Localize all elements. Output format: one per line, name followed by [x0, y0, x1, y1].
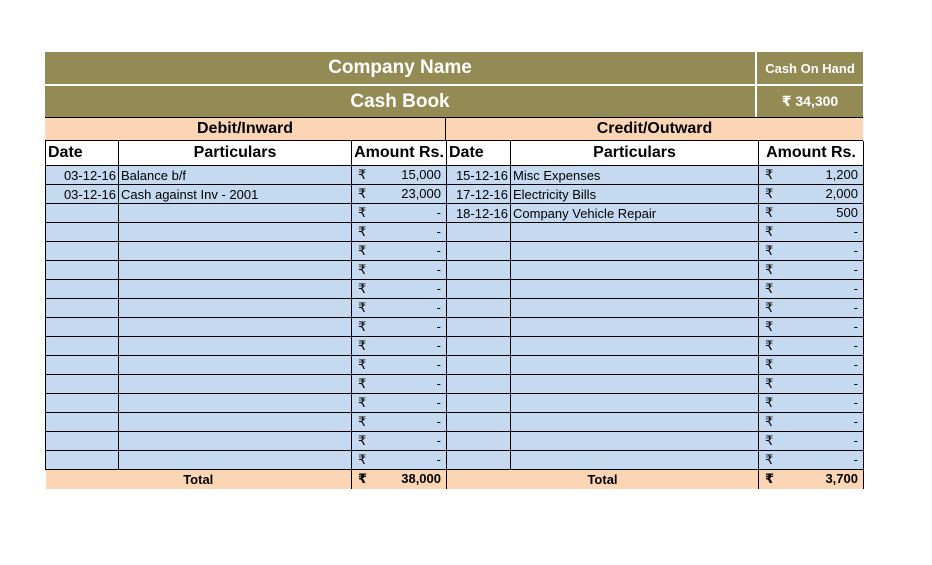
debit-particulars-cell[interactable]: [119, 261, 352, 280]
amount-value: -: [436, 262, 441, 277]
credit-amount-cell[interactable]: [759, 223, 864, 242]
debit-date-cell[interactable]: [46, 356, 119, 375]
debit-particulars-cell[interactable]: Balance b/f: [119, 166, 352, 185]
debit-particulars-cell[interactable]: Cash against Inv - 2001: [119, 185, 352, 204]
amount-value: -: [853, 224, 858, 239]
amount-value: -: [853, 243, 858, 258]
rupee-icon: ₹: [358, 376, 367, 391]
debit-particulars-cell[interactable]: [119, 451, 352, 470]
credit-particulars-header[interactable]: Particulars: [511, 141, 759, 166]
credit-particulars-cell[interactable]: [511, 451, 759, 470]
credit-amount-cell[interactable]: [759, 356, 864, 375]
amount-value: -: [436, 338, 441, 353]
credit-particulars-cell[interactable]: [511, 261, 759, 280]
debit-particulars-cell[interactable]: [119, 280, 352, 299]
amount-value: -: [436, 224, 441, 239]
credit-particulars-cell[interactable]: [511, 432, 759, 451]
credit-date-cell[interactable]: 18-12-16: [447, 204, 511, 223]
credit-date-cell[interactable]: [447, 242, 511, 261]
cash-on-hand-value[interactable]: ₹ 34,300: [757, 86, 863, 117]
credit-date-header[interactable]: Date: [447, 141, 511, 166]
table-row: [46, 375, 864, 394]
cash-book-title[interactable]: Cash Book: [45, 86, 757, 117]
amount-value: -: [436, 281, 441, 296]
rupee-icon: ₹: [765, 376, 774, 391]
amount-value: 500: [836, 205, 858, 220]
table-row: [46, 299, 864, 318]
amount-value: -: [853, 300, 858, 315]
table-row: [46, 432, 864, 451]
credit-particulars-cell[interactable]: [511, 356, 759, 375]
debit-amount-cell[interactable]: [352, 375, 447, 394]
credit-date-cell[interactable]: [447, 451, 511, 470]
amount-value: -: [853, 319, 858, 334]
credit-amount-cell[interactable]: [759, 299, 864, 318]
table-row: [46, 451, 864, 470]
credit-total-amount[interactable]: [759, 470, 864, 490]
debit-amount-cell[interactable]: [352, 280, 447, 299]
amount-value: -: [436, 357, 441, 372]
credit-particulars-cell[interactable]: [511, 337, 759, 356]
rupee-icon: ₹: [358, 186, 367, 201]
table-row: [46, 413, 864, 432]
credit-particulars-cell[interactable]: [511, 299, 759, 318]
debit-date-header[interactable]: Date: [46, 141, 119, 166]
credit-amount-cell[interactable]: [759, 394, 864, 413]
credit-amount-cell[interactable]: [759, 337, 864, 356]
debit-date-cell[interactable]: 03-12-16: [46, 185, 119, 204]
rupee-icon: ₹: [358, 395, 367, 410]
credit-date-cell[interactable]: [447, 394, 511, 413]
credit-date-cell[interactable]: 17-12-16: [447, 185, 511, 204]
amount-value: -: [853, 357, 858, 372]
debit-amount-cell[interactable]: [352, 394, 447, 413]
debit-particulars-cell[interactable]: [119, 242, 352, 261]
credit-date-cell[interactable]: [447, 261, 511, 280]
debit-particulars-cell[interactable]: [119, 318, 352, 337]
amount-value: -: [436, 319, 441, 334]
credit-date-cell[interactable]: [447, 318, 511, 337]
credit-total-value: 3,700: [825, 471, 858, 486]
credit-date-cell[interactable]: [447, 432, 511, 451]
debit-date-cell[interactable]: [46, 223, 119, 242]
debit-total-label[interactable]: Total: [46, 470, 352, 490]
amount-value: -: [436, 243, 441, 258]
amount-value: -: [853, 433, 858, 448]
credit-particulars-cell[interactable]: Company Vehicle Repair: [511, 204, 759, 223]
amount-value: 2,000: [825, 186, 858, 201]
debit-date-cell[interactable]: [46, 432, 119, 451]
amount-value: -: [853, 395, 858, 410]
rupee-icon: ₹: [358, 300, 367, 315]
debit-date-cell[interactable]: [46, 451, 119, 470]
credit-amount-cell[interactable]: [759, 318, 864, 337]
credit-particulars-cell[interactable]: [511, 280, 759, 299]
debit-particulars-cell[interactable]: [119, 394, 352, 413]
debit-particulars-cell[interactable]: [119, 223, 352, 242]
rupee-icon: ₹: [765, 243, 774, 258]
rupee-icon: ₹: [358, 262, 367, 277]
debit-date-cell[interactable]: [46, 375, 119, 394]
credit-particulars-cell[interactable]: [511, 242, 759, 261]
table-row: [46, 261, 864, 280]
debit-amount-cell[interactable]: [352, 356, 447, 375]
credit-particulars-cell[interactable]: [511, 318, 759, 337]
rupee-icon: ₹: [358, 471, 368, 486]
amount-value: -: [436, 376, 441, 391]
rupee-icon: ₹: [765, 433, 774, 448]
debit-amount-cell[interactable]: [352, 261, 447, 280]
credit-date-cell[interactable]: [447, 223, 511, 242]
debit-particulars-cell[interactable]: [119, 413, 352, 432]
debit-date-cell[interactable]: [46, 204, 119, 223]
credit-date-cell[interactable]: [447, 299, 511, 318]
table-row: [46, 318, 864, 337]
rupee-icon: ₹: [765, 262, 774, 277]
debit-amount-cell[interactable]: [352, 185, 447, 204]
debit-amount-cell[interactable]: [352, 318, 447, 337]
credit-date-cell[interactable]: 15-12-16: [447, 166, 511, 185]
debit-particulars-cell[interactable]: [119, 432, 352, 451]
debit-amount-header[interactable]: Amount Rs.: [352, 141, 447, 166]
amount-value: -: [853, 414, 858, 429]
debit-amount-cell[interactable]: [352, 451, 447, 470]
debit-date-cell[interactable]: [46, 261, 119, 280]
table-row: [46, 242, 864, 261]
rupee-icon: ₹: [765, 319, 774, 334]
debit-date-cell[interactable]: [46, 299, 119, 318]
credit-amount-cell[interactable]: [759, 432, 864, 451]
table-row: [46, 337, 864, 356]
credit-amount-cell[interactable]: [759, 451, 864, 470]
rupee-icon: ₹: [358, 243, 367, 258]
rupee-icon: ₹: [765, 281, 774, 296]
debit-total-value: 38,000: [401, 471, 441, 486]
amount-value: -: [853, 281, 858, 296]
credit-amount-cell[interactable]: [759, 185, 864, 204]
totals-row: [46, 470, 864, 490]
amount-value: -: [436, 300, 441, 315]
column-header-row: [46, 141, 864, 166]
debit-date-cell[interactable]: [46, 337, 119, 356]
table-row: [46, 204, 864, 223]
rupee-icon: ₹: [765, 395, 774, 410]
debit-amount-cell[interactable]: [352, 413, 447, 432]
debit-amount-cell[interactable]: [352, 166, 447, 185]
rupee-icon: ₹: [358, 433, 367, 448]
debit-amount-cell[interactable]: [352, 299, 447, 318]
company-name-cell[interactable]: Company Name: [45, 52, 757, 84]
debit-particulars-cell[interactable]: [119, 299, 352, 318]
header-row-company: [45, 52, 863, 86]
table-row: [46, 166, 864, 185]
amount-value: 15,000: [401, 167, 441, 182]
credit-particulars-cell[interactable]: [511, 394, 759, 413]
rupee-icon: ₹: [358, 281, 367, 296]
rupee-icon: ₹: [358, 319, 367, 334]
debit-amount-cell[interactable]: [352, 204, 447, 223]
table-row: [46, 394, 864, 413]
section-header-row: [45, 117, 863, 141]
credit-date-cell[interactable]: [447, 413, 511, 432]
credit-date-cell[interactable]: [447, 356, 511, 375]
amount-value: -: [436, 395, 441, 410]
debit-total-amount[interactable]: [352, 470, 447, 490]
credit-particulars-cell[interactable]: Misc Expenses: [511, 166, 759, 185]
rupee-icon: ₹: [765, 414, 774, 429]
debit-amount-cell[interactable]: [352, 337, 447, 356]
debit-date-cell[interactable]: [46, 394, 119, 413]
header-row-title: [45, 86, 863, 117]
credit-amount-cell[interactable]: [759, 242, 864, 261]
rupee-icon: ₹: [765, 167, 774, 182]
table-row: [46, 280, 864, 299]
debit-date-cell[interactable]: [46, 413, 119, 432]
credit-date-cell[interactable]: [447, 280, 511, 299]
credit-particulars-cell[interactable]: [511, 223, 759, 242]
debit-particulars-cell[interactable]: [119, 204, 352, 223]
rupee-icon: ₹: [765, 357, 774, 372]
rupee-icon: ₹: [765, 224, 774, 239]
rupee-icon: ₹: [765, 452, 774, 467]
debit-particulars-cell[interactable]: [119, 337, 352, 356]
credit-amount-cell[interactable]: [759, 280, 864, 299]
rupee-icon: ₹: [765, 205, 774, 220]
cash-on-hand-label[interactable]: Cash On Hand: [757, 52, 863, 84]
rupee-icon: ₹: [358, 357, 367, 372]
table-row: [46, 223, 864, 242]
cash-book-sheet: [45, 52, 863, 489]
credit-particulars-cell[interactable]: [511, 413, 759, 432]
debit-particulars-header[interactable]: Particulars: [119, 141, 352, 166]
debit-particulars-cell[interactable]: [119, 375, 352, 394]
credit-amount-cell[interactable]: [759, 375, 864, 394]
credit-total-label[interactable]: Total: [447, 470, 759, 490]
credit-amount-header[interactable]: Amount Rs.: [759, 141, 864, 166]
rupee-icon: ₹: [765, 186, 774, 201]
credit-date-cell[interactable]: [447, 337, 511, 356]
debit-amount-cell[interactable]: [352, 432, 447, 451]
rupee-icon: ₹: [358, 452, 367, 467]
amount-value: -: [853, 452, 858, 467]
rupee-icon: ₹: [358, 205, 367, 220]
debit-date-cell[interactable]: 03-12-16: [46, 166, 119, 185]
debit-date-cell[interactable]: [46, 242, 119, 261]
amount-value: -: [853, 376, 858, 391]
debit-date-cell[interactable]: [46, 280, 119, 299]
rupee-icon: ₹: [765, 300, 774, 315]
table-row: [46, 185, 864, 204]
amount-value: -: [436, 452, 441, 467]
amount-value: 23,000: [401, 186, 441, 201]
rupee-icon: ₹: [765, 471, 775, 486]
rupee-icon: ₹: [358, 414, 367, 429]
debit-particulars-cell[interactable]: [119, 356, 352, 375]
debit-date-cell[interactable]: [46, 318, 119, 337]
debit-amount-cell[interactable]: [352, 223, 447, 242]
credit-amount-cell[interactable]: [759, 204, 864, 223]
amount-value: 1,200: [825, 167, 858, 182]
rupee-icon: ₹: [358, 338, 367, 353]
amount-value: -: [436, 414, 441, 429]
credit-particulars-cell[interactable]: [511, 375, 759, 394]
rupee-icon: ₹: [765, 338, 774, 353]
credit-amount-cell[interactable]: [759, 261, 864, 280]
credit-amount-cell[interactable]: [759, 166, 864, 185]
credit-amount-cell[interactable]: [759, 413, 864, 432]
amount-value: -: [436, 205, 441, 220]
debit-amount-cell[interactable]: [352, 242, 447, 261]
credit-date-cell[interactable]: [447, 375, 511, 394]
table-row: [46, 356, 864, 375]
debit-section-title[interactable]: Debit/Inward: [45, 118, 446, 140]
rupee-icon: ₹: [358, 224, 367, 239]
amount-value: -: [853, 338, 858, 353]
amount-value: -: [853, 262, 858, 277]
credit-particulars-cell[interactable]: Electricity Bills: [511, 185, 759, 204]
cash-book-table: [45, 141, 864, 489]
amount-value: -: [436, 433, 441, 448]
credit-section-title[interactable]: Credit/Outward: [596, 120, 713, 137]
rupee-icon: ₹: [358, 167, 367, 182]
